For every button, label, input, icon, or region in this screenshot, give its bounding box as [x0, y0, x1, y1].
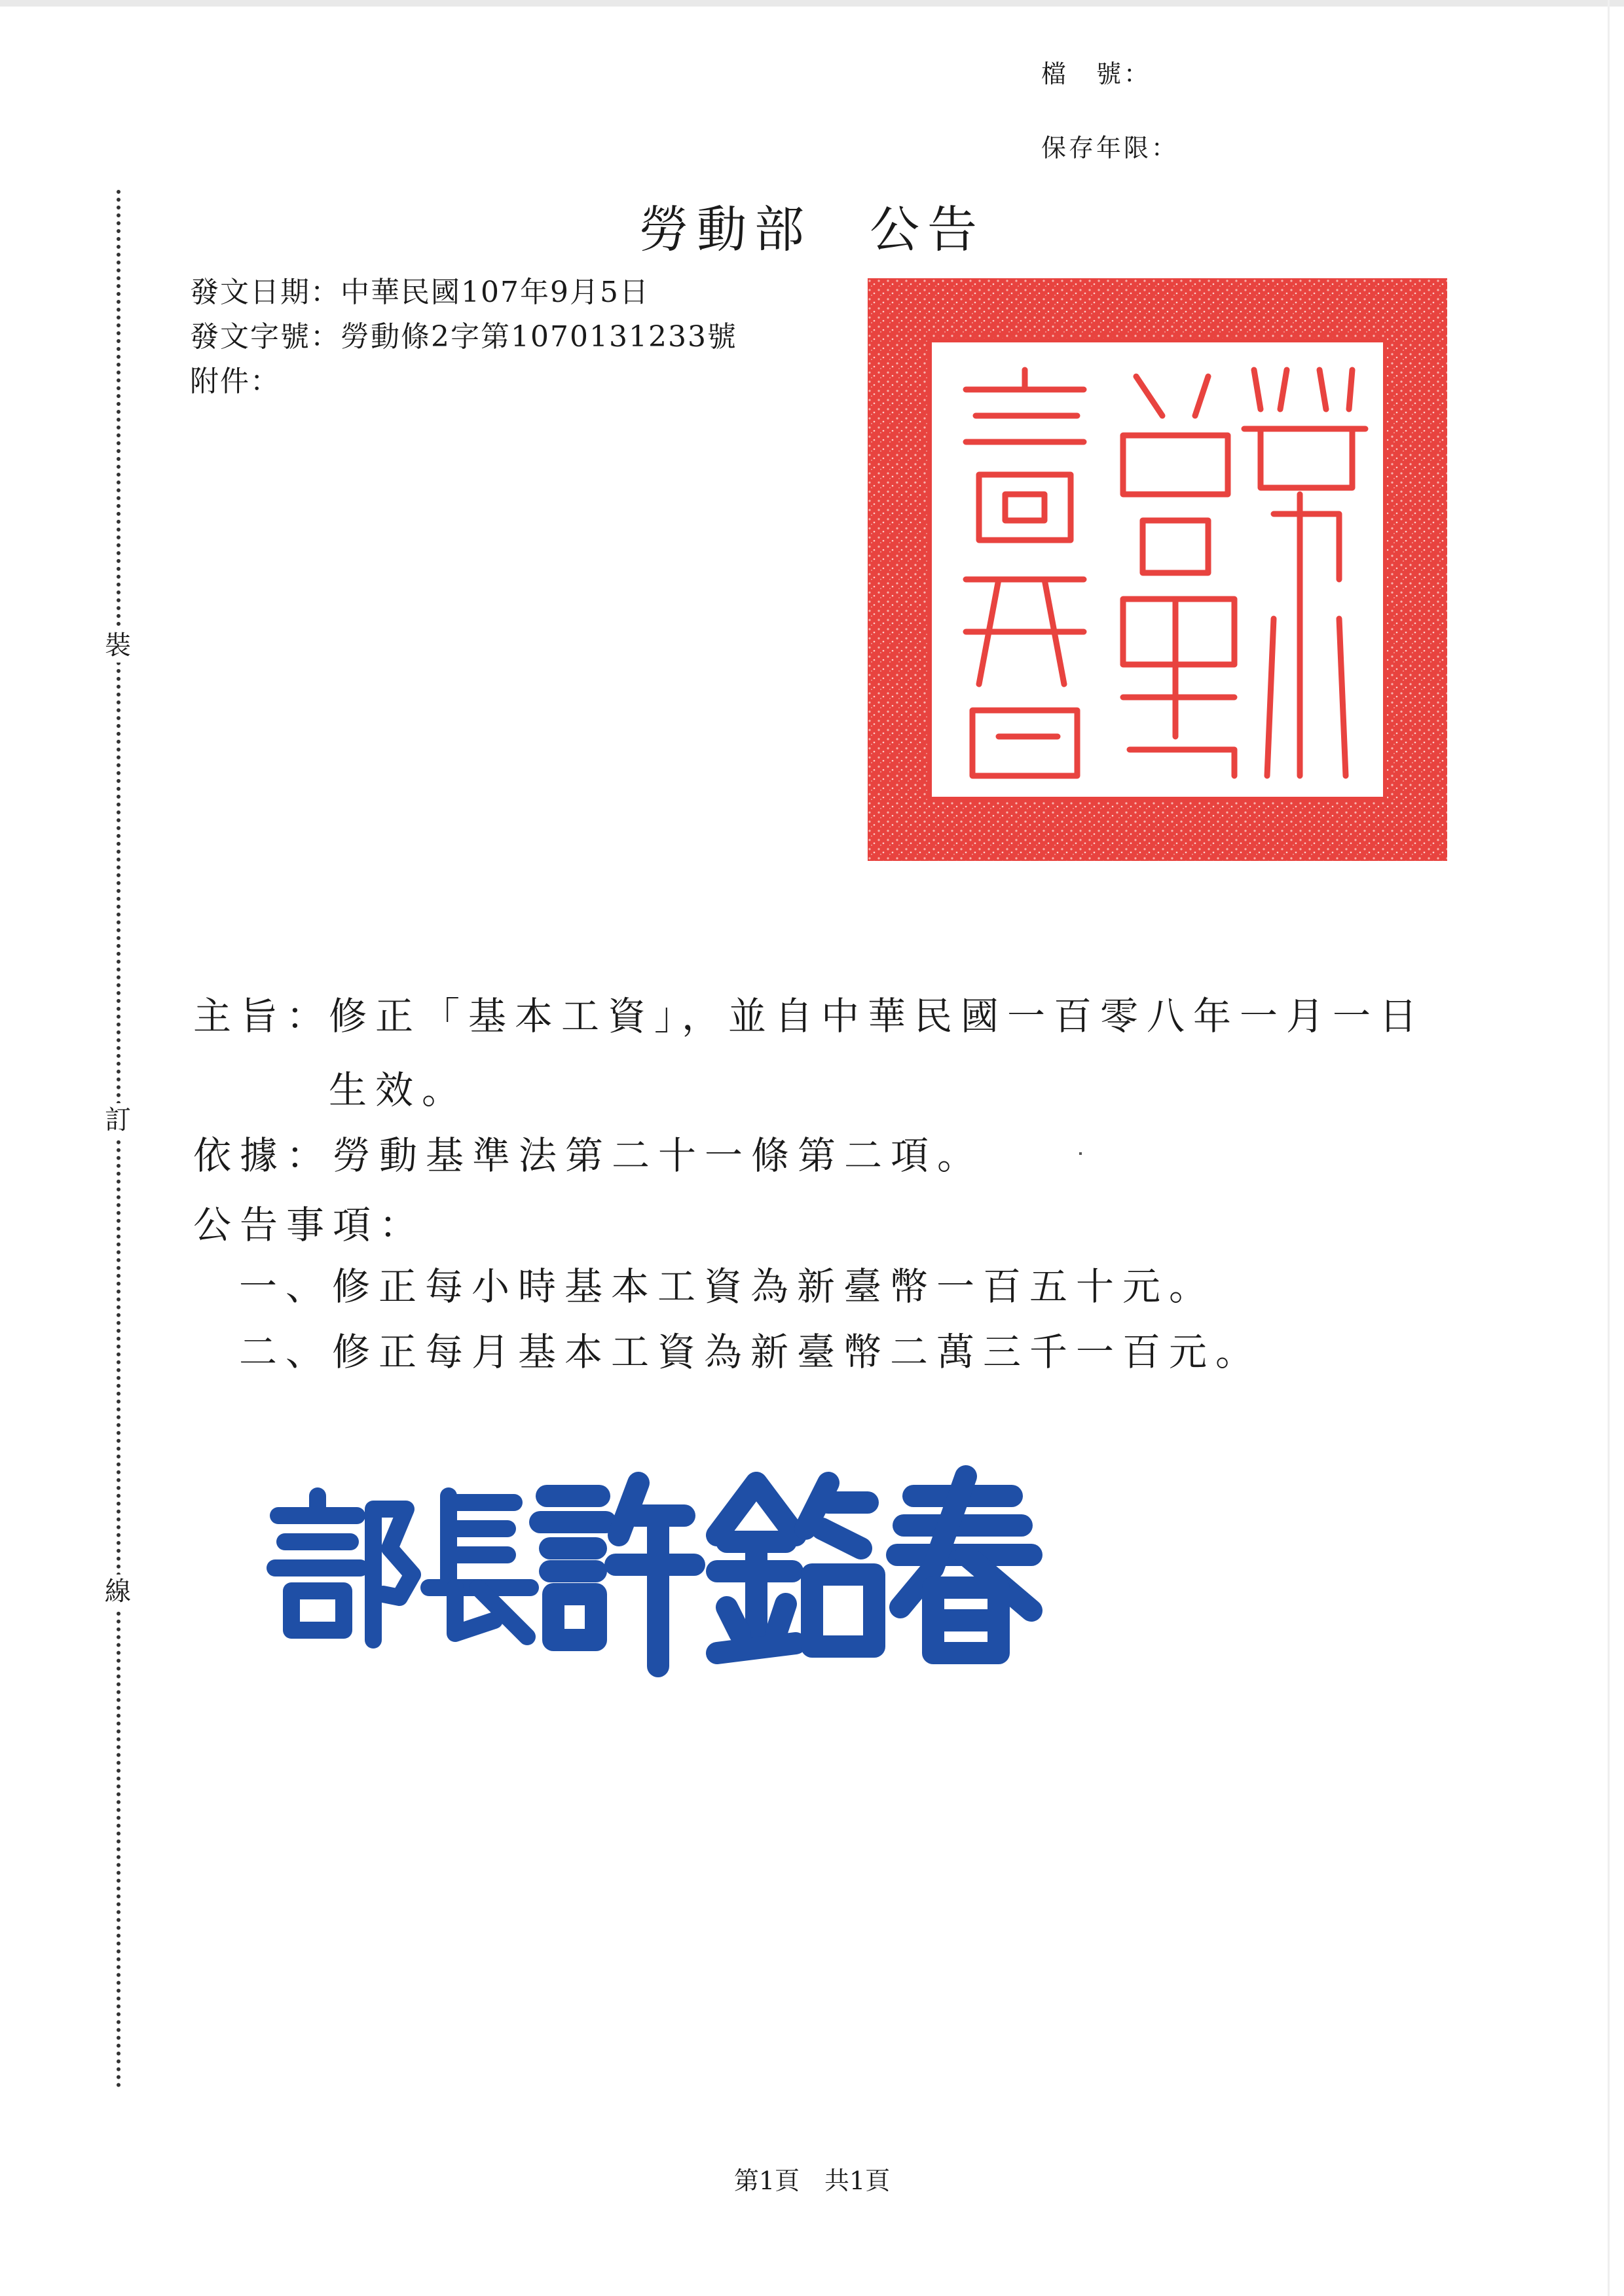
notice-heading: 公告事項：: [193, 1203, 426, 1247]
scan-speck: [1079, 1152, 1082, 1155]
issue-date: 發文日期：中華民國107年9月5日: [190, 276, 650, 309]
scan-top-edge: [0, 0, 1624, 7]
attachment-label: 附件：: [190, 365, 280, 398]
notice-item-1: 一、修正每小時基本工資為新臺幣一百五十元。: [239, 1264, 1216, 1309]
page-number-footer: 第1頁 共1頁: [733, 2166, 891, 2195]
file-number-label: 檔 號：: [1041, 60, 1152, 88]
page-title: 勞動部 公告: [639, 200, 985, 259]
basis-line: 依據：勞動基準法第二十一條第二項。: [193, 1133, 984, 1178]
official-seal-stamp: [868, 278, 1447, 861]
binding-char-ding: 訂: [105, 1103, 131, 1137]
subject-text-line1: 修正「基本工資」，並自中華民國一百零八年一月一日: [329, 994, 1426, 1038]
binding-line: [117, 190, 120, 2088]
subject-text-line2: 生效。: [329, 1068, 469, 1112]
scan-right-edge: [1608, 0, 1610, 2296]
retention-label: 保存年限：: [1041, 134, 1179, 162]
binding-char-zhuang: 裝: [105, 629, 131, 663]
subject-label: 主旨：: [193, 994, 333, 1038]
binding-char-xian: 線: [105, 1575, 131, 1609]
document-number: 發文字號：勞動條2字第1070131233號: [190, 320, 737, 354]
minister-signature: [259, 1457, 1044, 1679]
notice-item-2: 二、修正每月基本工資為新臺幣二萬三千一百元。: [239, 1330, 1263, 1374]
